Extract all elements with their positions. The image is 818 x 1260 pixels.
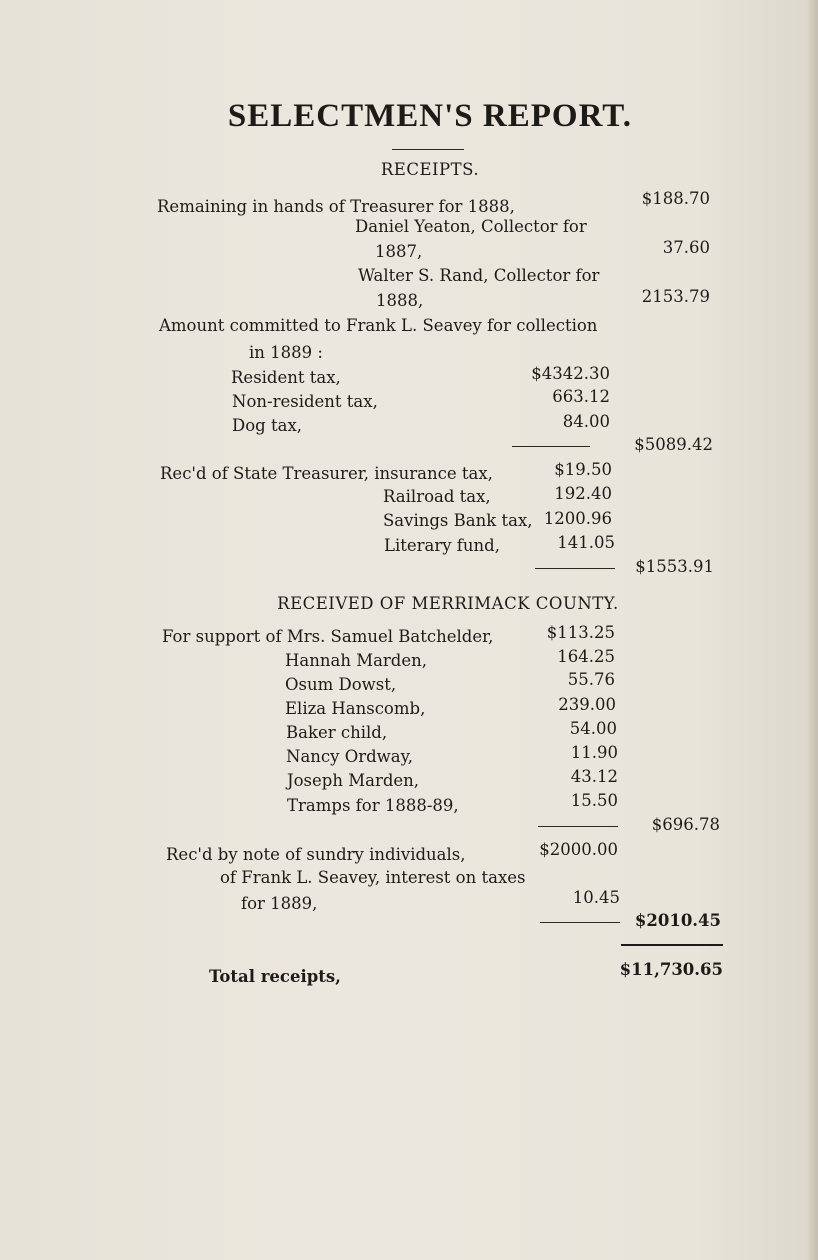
county-label: Joseph Marden, (287, 771, 420, 790)
total-amount: $11,730.65 (619, 960, 723, 979)
total-rule (621, 944, 723, 946)
county-amount: 164.25 (557, 647, 615, 666)
total-label: Total receipts, (209, 967, 341, 986)
county-label: Osum Dowst, (285, 675, 397, 694)
county-label: Hannah Marden, (285, 651, 428, 670)
county-label: For support of Mrs. Samuel Batchelder, (162, 627, 494, 646)
treasurer-label: Remaining in hands of Treasurer for 1888, (157, 197, 515, 216)
taxes-total: $5089.42 (634, 435, 713, 454)
county-amount: 54.00 (569, 719, 617, 738)
tax-label: Non-resident tax, (232, 392, 378, 411)
state-total: $1553.91 (635, 557, 714, 576)
county-amount: 43.12 (570, 767, 618, 786)
rand-line-1: Walter S. Rand, Collector for (358, 266, 600, 285)
note-line-3-amount: 10.45 (572, 888, 620, 907)
note-line-1-amount: $2000.00 (539, 840, 618, 859)
county-label: Nancy Ordway, (286, 747, 414, 766)
note-line-1: Rec'd by note of sundry individuals, (166, 845, 466, 864)
yeaton-line-2: 1887, (375, 242, 423, 261)
state-amount: 1200.96 (543, 509, 612, 528)
state-label: Rec'd of State Treasurer, insurance tax, (160, 464, 493, 483)
note-line-3: for 1889, (241, 894, 318, 913)
rand-line-2: 1888, (376, 291, 424, 310)
county-amount: 11.90 (570, 743, 618, 762)
county-amount: 239.00 (558, 695, 616, 714)
state-label: Railroad tax, (383, 487, 491, 506)
tax-amount: 84.00 (562, 412, 610, 431)
note-line-2: of Frank L. Seavey, interest on taxes (220, 868, 526, 887)
county-label: Eliza Hanscomb, (285, 699, 426, 718)
county-label: Tramps for 1888-89, (287, 796, 459, 815)
tax-label: Dog tax, (232, 416, 302, 435)
title-rule (392, 149, 464, 150)
state-amount: 141.05 (557, 533, 615, 552)
county-amount: 15.50 (570, 791, 618, 810)
treasurer-amount: $188.70 (641, 189, 710, 208)
committed-line-1: Amount committed to Frank L. Seavey for collection (159, 316, 598, 335)
subtotal-rule (512, 446, 590, 447)
subtotal-rule (535, 568, 615, 569)
county-heading: RECEIVED OF MERRIMACK COUNTY. (277, 594, 619, 613)
report-title: SELECTMEN'S REPORT. (227, 98, 633, 134)
county-label: Baker child, (286, 723, 388, 742)
subtotal-rule (540, 922, 620, 923)
state-label: Savings Bank tax, (383, 511, 533, 530)
subtotal-rule (538, 826, 618, 827)
tax-amount: $4342.30 (531, 364, 610, 383)
state-amount: $19.50 (554, 460, 612, 479)
rand-amount: 2153.79 (641, 287, 710, 306)
tax-label: Resident tax, (231, 368, 341, 387)
committed-line-2: in 1889 : (249, 343, 323, 362)
yeaton-line-1: Daniel Yeaton, Collector for (355, 217, 587, 236)
yeaton-amount: 37.60 (662, 238, 710, 257)
county-total: $696.78 (651, 815, 720, 834)
state-label: Literary fund, (384, 536, 500, 555)
state-amount: 192.40 (554, 484, 612, 503)
page-edge-shadow (806, 0, 818, 1260)
note-total: $2010.45 (634, 911, 721, 930)
receipts-heading: RECEIPTS. (380, 160, 480, 179)
county-amount: $113.25 (546, 623, 615, 642)
county-amount: 55.76 (567, 670, 615, 689)
tax-amount: 663.12 (552, 387, 610, 406)
